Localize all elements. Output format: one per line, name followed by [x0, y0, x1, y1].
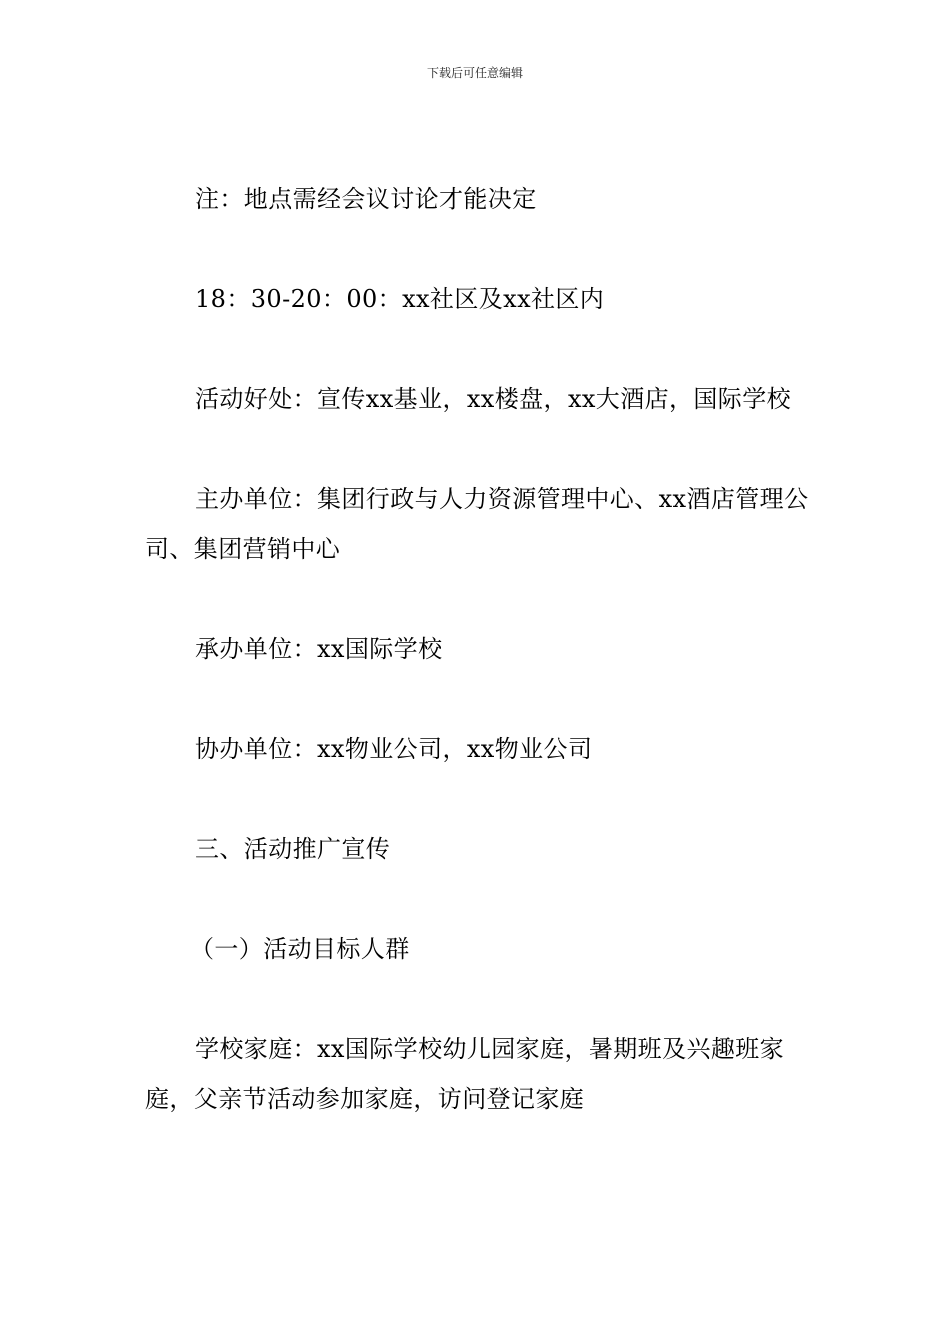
paragraph-organizer: 主办单位：集团行政与人力资源管理中心、xx酒店管理公司、集团营销中心: [145, 485, 809, 563]
page-header: 下载后可任意编辑: [426, 66, 523, 80]
section-heading-promotion: 三、活动推广宣传: [195, 835, 391, 863]
paragraph-activity-benefits: 活动好处：宣传xx基业，xx楼盘，xx大酒店，国际学校: [195, 385, 792, 413]
document-body: [145, 174, 810, 1174]
paragraph-undertaker: 承办单位：xx国际学校: [195, 635, 443, 663]
paragraph-time-place: 18：30-20：00：xx社区及xx社区内: [195, 285, 605, 313]
paragraph-school-families: 学校家庭：xx国际学校幼儿园家庭，暑期班及兴趣班家庭，父亲节活动参加家庭，访问登记家庭: [145, 1035, 785, 1113]
subsection-heading-target-audience: （一）活动目标人群: [190, 935, 410, 963]
paragraph-note-location: 注：地点需经会议讨论才能决定: [195, 185, 537, 213]
paragraph-co-organizer: 协办单位：xx物业公司，xx物业公司: [195, 735, 593, 763]
